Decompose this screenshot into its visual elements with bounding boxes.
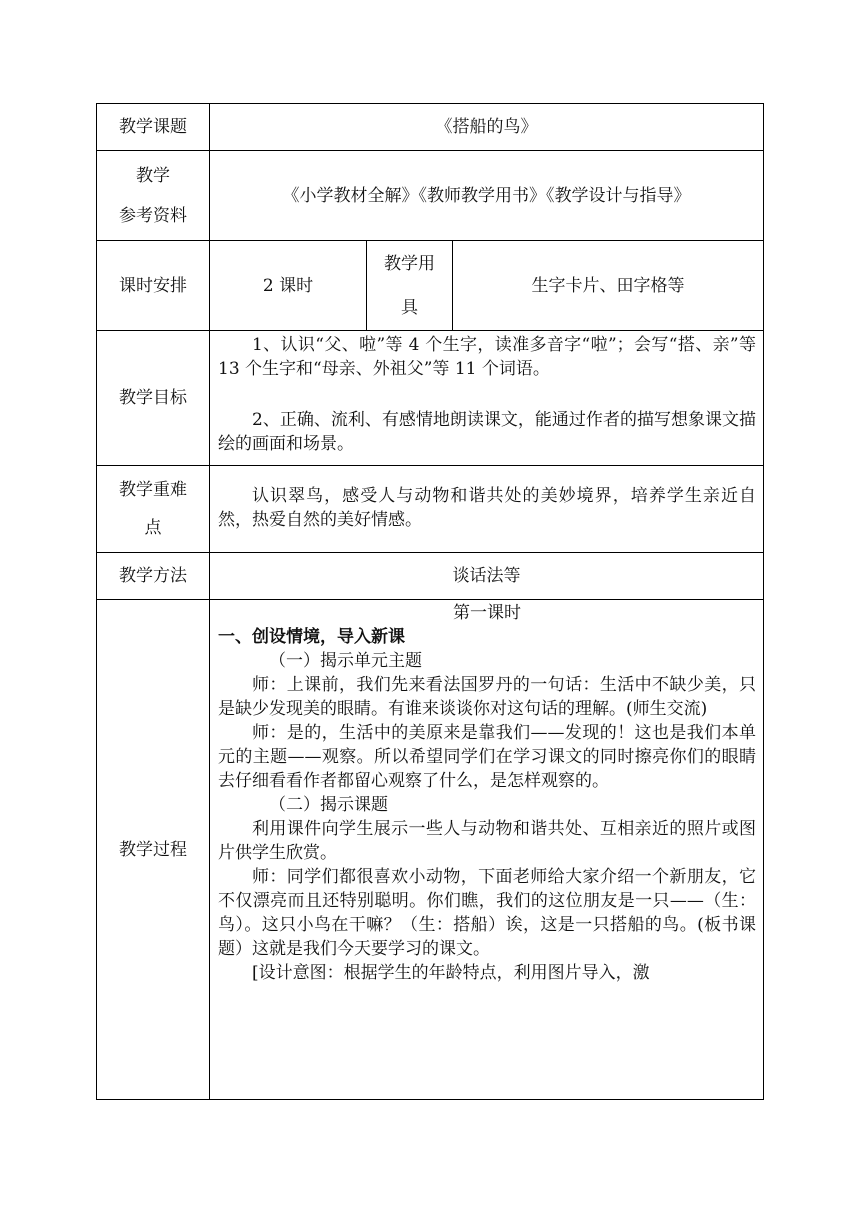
process-paragraph: 利用课件向学生展示一些人与动物和谐共处、互相亲近的照片或图片供学生欣赏。 [218, 819, 756, 863]
keypoints-label-line1: 教学重难 [119, 480, 187, 500]
tools-label [367, 241, 452, 330]
references-label [97, 151, 209, 240]
process-paragraph: 师：上课前，我们先来看法国罗丹的一句话：生活中不缺少美，只是缺少发现美的眼睛。有谁来谈谈你对这句话的理解。(师生交流) [218, 675, 756, 719]
lesson-title: 第一课时 [453, 603, 521, 623]
methods-label: 教学方法 [119, 566, 187, 586]
schedule-value: 2 课时 [262, 275, 314, 296]
references-value: 《小学教材全解》《教师教学用书》《教学设计与指导》 [282, 185, 691, 206]
subheading-1: （一）揭示单元主题 [269, 651, 422, 671]
process-paragraph: 师：同学们都很喜欢小动物，下面老师给大家介绍一个新朋友，它不仅漂亮而且还特别聪明。你们瞧，我们的这位朋友是一只——（生：鸟）。这只小鸟在干嘛？（生：搭船）诶，这是一只搭船的鸟。(板书课题）这就是我们今天要学习的课文。 [218, 867, 756, 959]
keypoints-label-line2: 点 [144, 518, 162, 538]
topic-label: 教学课题 [119, 117, 187, 137]
goal-item-1: 1、认识“父、啦”等 4 个生字，读准多音字“啦”；会写“搭、亲”等 13 个生字和“母亲、外祖父”等 11 个词语。 [218, 335, 756, 379]
goals-label: 教学目标 [119, 388, 187, 408]
keypoints-value: 认识翠鸟，感受人与动物和谐共处的美妙境界，培养学生亲近自然，热爱自然的美好情感。 [218, 486, 756, 530]
keypoints-label [97, 466, 209, 552]
tools-label-line2: 具 [401, 297, 418, 318]
topic-value: 《搭船的鸟》 [435, 117, 538, 137]
section-heading: 一、创设情境，导入新课 [218, 627, 405, 647]
table-border-right [763, 103, 764, 1100]
tools-value: 生字卡片、田字格等 [531, 275, 685, 296]
methods-value: 谈话法等 [452, 566, 521, 586]
process-paragraph: 师：是的，生活中的美原来是靠我们——发现的！这也是我们本单元的主题——观察。所以希望同学们在学习课文的同时擦亮你们的眼睛去仔细看看作者都留心观察了什么，是怎样观察的。 [218, 723, 756, 791]
references-label-line2: 参考资料 [119, 205, 187, 226]
subheading-2: （二）揭示课题 [269, 795, 388, 815]
process-label: 教学过程 [119, 839, 187, 860]
tools-label-line1: 教学用 [384, 253, 435, 274]
references-label-line1: 教学 [136, 165, 170, 186]
lesson-plan-table [96, 103, 764, 1100]
process-paragraph: [设计意图：根据学生的年龄特点，利用图片导入，激 [252, 963, 650, 983]
schedule-label: 课时安排 [119, 275, 187, 296]
goal-item-2: 2、正确、流利、有感情地朗读课文，能通过作者的描写想象课文描绘的画面和场景。 [218, 410, 756, 454]
process-content [218, 601, 756, 1100]
